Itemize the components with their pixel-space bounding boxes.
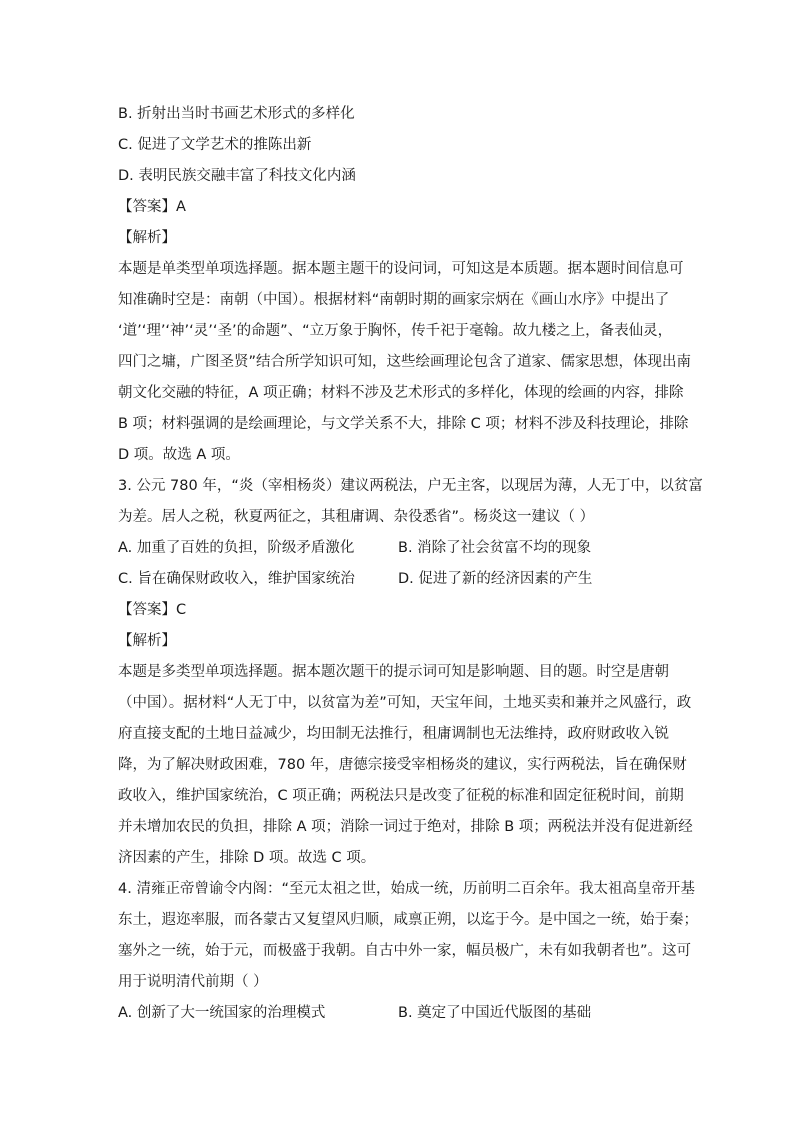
document-body	[118, 99, 703, 1029]
q3-option-d: D. 促进了新的经济因素的产生	[398, 571, 593, 587]
q3-analysis-line: 府直接支配的土地日益减少，均田制无法推行，租庸调制也无法维持，政府财政收入锐	[118, 726, 669, 742]
q3-analysis-line: 本题是多类型单项选择题。据本题次题干的提示词可知是影响题、目的题。时空是唐朝	[118, 664, 669, 680]
q4-stem-line: 用于说明清代前期（ ）	[118, 974, 268, 990]
q3-analysis-line: 政收入，维护国家统治，C 项正确；两税法只是改变了征税的标准和固定征税时间，前期	[118, 788, 684, 804]
q3-stem-line: 为差。居人之税，秋夏两征之，其租庸调、杂役悉省”。杨炎这一建议（ ）	[118, 509, 595, 525]
q4-option-b: B. 奠定了中国近代版图的基础	[398, 1005, 592, 1021]
q2-analysis-line: 四门之墉，广图圣贤”结合所学知识可知，这些绘画理论包含了道家、儒家思想，体现出南	[118, 354, 692, 370]
q4-options-row	[118, 998, 678, 1029]
q4-option-a: A. 创新了大一统国家的治理模式	[118, 1005, 326, 1021]
q4-stem-line: 东土，遐迩率服，而各蒙古又复望风归顺，咸禀正朔，以迄于今。是中国之一统，始于秦；	[118, 912, 698, 928]
q3-options-row	[118, 533, 678, 564]
q3-analysis-line: 并未增加农民的负担，排除 A 项；消除一词过于绝对，排除 B 项；两税法并没有促进新经	[118, 819, 693, 835]
q2-answer: 【答案】A	[118, 199, 186, 215]
q4-stem-line: 4. 清雍正帝曾谕令内阁：“至元太祖之世，始成一统，历前明二百余年。我太祖高皇帝开基	[118, 881, 695, 897]
q2-analysis-title: 【解析】	[118, 230, 176, 246]
q2-option-c: C. 促进了文学艺术的推陈出新	[118, 137, 312, 153]
q2-analysis-line: D 项。故选 A 项。	[118, 447, 240, 463]
q3-analysis-line: （中国）。据材料“人无丁中，以贫富为差”可知，天宝年间，土地买卖和兼并之风盛行，政	[118, 695, 692, 711]
q2-analysis-line: 知准确时空是：南朝（中国）。根据材料“南朝时期的画家宗炳在《画山水序》中提出了	[118, 292, 670, 308]
q2-option-d: D. 表明民族交融丰富了科技文化内涵	[118, 168, 356, 184]
q2-analysis-line: B 项；材料强调的是绘画理论，与文学关系不大，排除 C 项；材料不涉及科技理论，排除	[118, 416, 689, 432]
q2-option-b: B. 折射出当时书画艺术形式的多样化	[118, 106, 355, 122]
q3-analysis-line: 降，为了解决财政困难，780 年，唐德宗接受宰相杨炎的建议，实行两税法，旨在确保财	[118, 757, 687, 773]
q2-analysis-line: 朝文化交融的特征，A 项正确；材料不涉及艺术形式的多样化，体现的绘画的内容，排除	[118, 385, 684, 401]
q3-answer: 【答案】C	[118, 602, 187, 618]
q3-analysis-line: 济因素的产生，排除 D 项。故选 C 项。	[118, 850, 376, 866]
q4-stem-line: 塞外之一统，始于元，而极盛于我朝。自古中外一家，幅员极广，未有如我朝者也”。这可	[118, 943, 692, 959]
q3-options-row	[118, 564, 678, 595]
q3-analysis-title: 【解析】	[118, 633, 176, 649]
q3-option-c: C. 旨在确保财政收入，维护国家统治	[118, 571, 355, 587]
q2-analysis-line: ‘道’‘理’‘神’‘灵’‘圣’的命题”、“立万象于胸怀，传千祀于毫翰。故九楼之上，备表仙灵，	[118, 323, 673, 339]
q3-stem-line: 3. 公元 780 年，“炎（宰相杨炎）建议两税法，户无主客，以现居为薄，人无丁中，以贫富	[118, 478, 703, 494]
q2-analysis-line: 本题是单类型单项选择题。据本题主题干的设问词，可知这是本质题。据本题时间信息可	[118, 261, 684, 277]
q3-option-a: A. 加重了百姓的负担，阶级矛盾激化	[118, 540, 355, 556]
q3-option-b: B. 消除了社会贫富不均的现象	[398, 540, 592, 556]
